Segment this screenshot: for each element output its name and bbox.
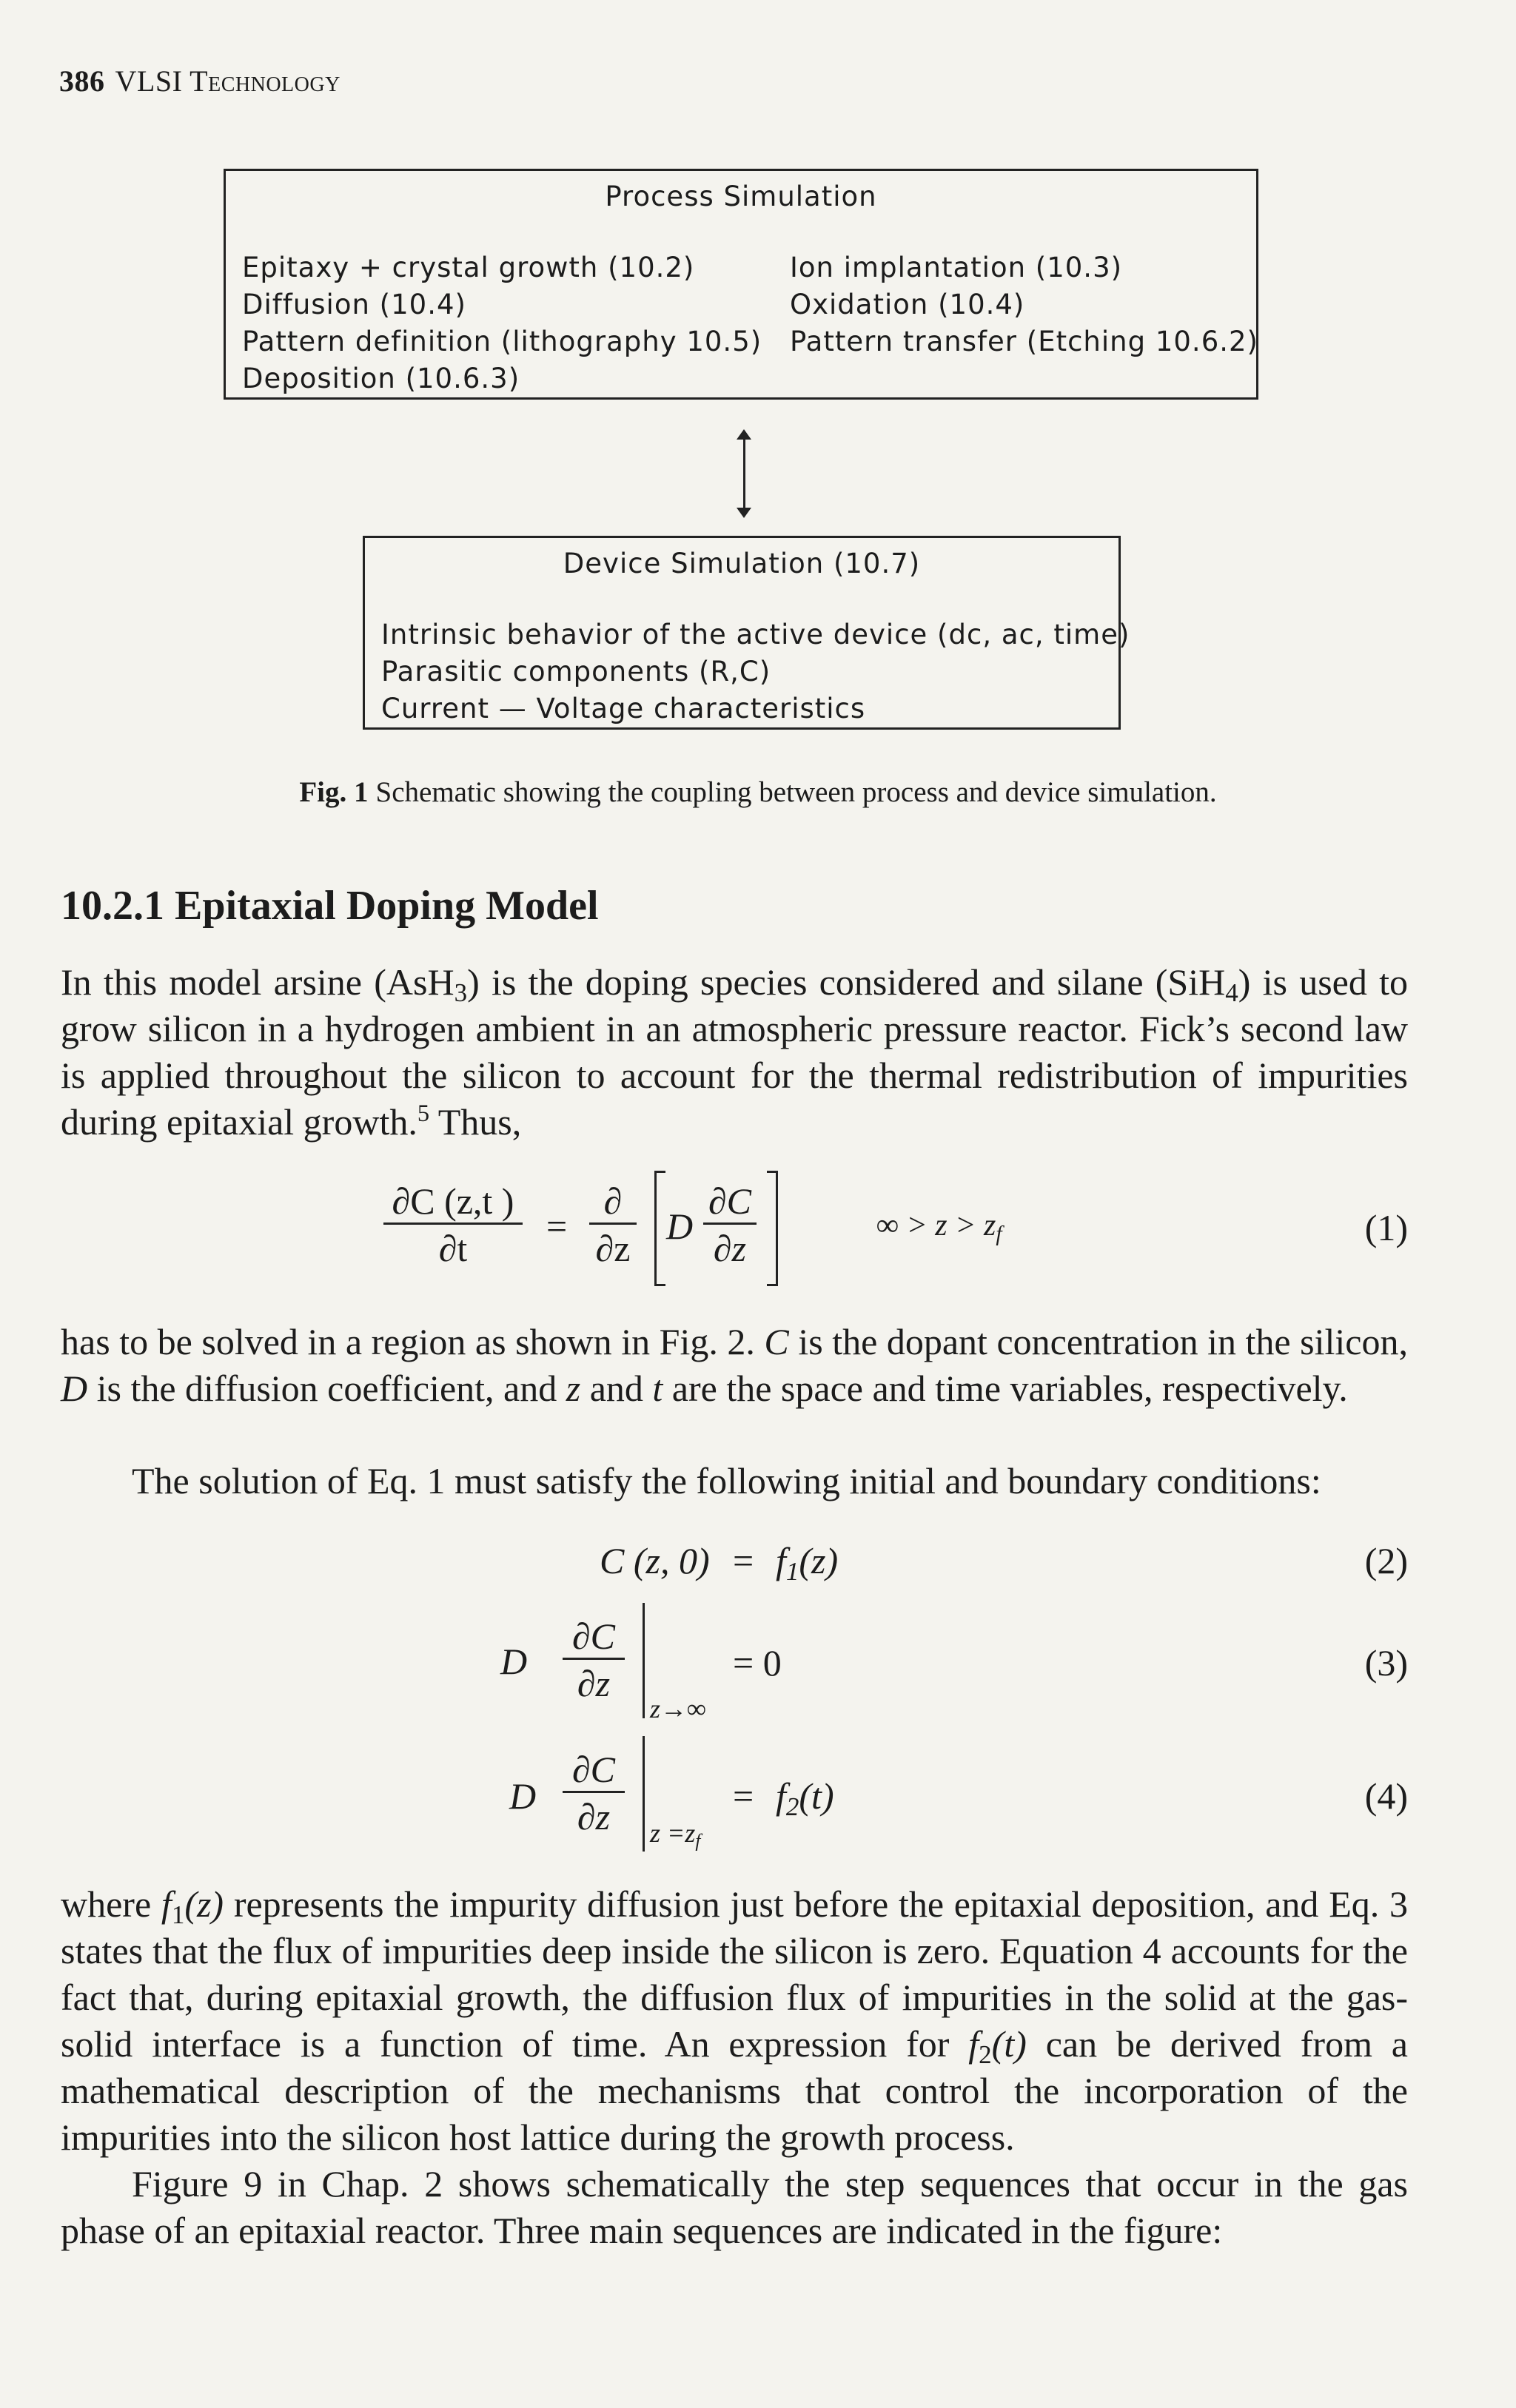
math-var: f	[968, 2023, 979, 2065]
subscript: 1	[171, 1900, 185, 1929]
process-item: Oxidation (10.4)	[790, 289, 1025, 320]
math-var: D	[61, 1368, 88, 1409]
eq1-inner-fraction	[703, 1180, 757, 1272]
eq2-equals: =	[733, 1540, 754, 1581]
subscript: 4	[1225, 978, 1238, 1007]
text-run: ) is the doping species considered and silane (SiH	[467, 961, 1226, 1003]
paragraph-4	[61, 1881, 1408, 2161]
section-heading: 10.2.1 Epitaxial Doping Model	[61, 883, 599, 929]
evaluation-bar	[643, 1736, 645, 1852]
eq1-op-numerator: ∂	[603, 1180, 623, 1222]
process-item: Pattern definition (lithography 10.5)	[242, 326, 762, 357]
eq4-eval	[650, 1817, 701, 1852]
device-item: Parasitic components (R,C)	[381, 656, 771, 687]
running-head	[59, 64, 341, 98]
eq1-condition-text: ∞ > z > z	[876, 1208, 996, 1242]
process-box-title: Process Simulation	[605, 181, 877, 212]
text-run: has to be solved in a region as shown in Fig. 2.	[61, 1321, 765, 1362]
math-var: t	[652, 1368, 663, 1409]
subscript: 2	[785, 1792, 799, 1821]
running-title: VLSI Technology	[115, 64, 341, 98]
eq4-number: (4)	[1364, 1775, 1408, 1817]
math-var: (z)	[184, 1883, 224, 1925]
evaluation-bar	[643, 1603, 645, 1718]
function-arg: (t)	[799, 1775, 834, 1817]
math-var: z	[566, 1368, 581, 1409]
eq1-number: (1)	[1364, 1207, 1408, 1248]
eq4-equals: =	[733, 1775, 754, 1817]
eq3-number: (3)	[1364, 1642, 1408, 1684]
paragraph-2	[61, 1319, 1408, 1412]
math-var: f	[161, 1883, 172, 1925]
eq3-fraction	[563, 1615, 625, 1707]
function-name: f	[776, 1775, 786, 1817]
footnote-ref: 5	[417, 1100, 430, 1128]
text-run: are the space and time variables, respectively.	[663, 1368, 1348, 1409]
paragraph-3: The solution of Eq. 1 must satisfy the following initial and boundary conditions:	[132, 1460, 1321, 1501]
text-run: can be derived from a mathematical description of the mechanisms that control the incorporation of the impurities into the silicon host lattice during the growth process.	[61, 2023, 1409, 2158]
process-item: Ion implantation (10.3)	[790, 252, 1123, 283]
process-item: Diffusion (10.4)	[242, 289, 466, 320]
subscript: 3	[454, 978, 468, 1007]
eq1-lhs-denominator: ∂t	[438, 1228, 468, 1269]
eq1-operator-fraction	[589, 1180, 637, 1272]
eq4-eval-text: z =z	[650, 1818, 696, 1848]
eq3-denominator: ∂z	[577, 1663, 611, 1704]
device-item: Intrinsic behavior of the active device (dc, ac, time)	[381, 619, 1130, 650]
subscript: f	[695, 1831, 701, 1852]
eq4-rhs	[776, 1775, 834, 1821]
process-item: Epitaxy + crystal growth (10.2)	[242, 252, 695, 283]
math-var: (t)	[991, 2023, 1027, 2065]
device-simulation-box	[363, 536, 1130, 730]
eq3-rhs: = 0	[733, 1642, 782, 1684]
paragraph-5: Figure 9 in Chap. 2 shows schematically the step sequences that occur in the gas phase of an epitaxial reactor. Three main sequences are indicated in the figure:	[61, 2163, 1408, 2251]
text-run: is the diffusion coefficient, and	[87, 1368, 566, 1409]
eq1-condition	[876, 1208, 1002, 1246]
figure-caption	[0, 776, 1516, 809]
page-number: 386	[59, 64, 105, 98]
eq2-rhs	[776, 1539, 839, 1586]
function-arg: (z)	[799, 1540, 839, 1581]
eq4-fraction	[563, 1748, 625, 1840]
eq3-D: D	[500, 1641, 528, 1682]
device-box-title: Device Simulation (10.7)	[563, 548, 921, 579]
left-bracket	[654, 1171, 665, 1286]
subscript: f	[996, 1222, 1002, 1246]
text-run: ) is used to grow silicon in a hydrogen ambient in an atmospheric pressure reactor. Fick’s second law is applied throughout the silicon to account for the thermal redistribution of impurities during epitaxial growth.	[61, 961, 1409, 1143]
eq2-number: (2)	[1364, 1540, 1408, 1581]
text-run: and	[580, 1368, 653, 1409]
process-item: Pattern transfer (Etching 10.6.2)	[790, 326, 1258, 357]
eq1-inner-denominator: ∂z	[713, 1228, 747, 1269]
text-run: represents the impurity diffusion just before the epitaxial deposition, and Eq. 3 states that the flux of impurities deep inside the silicon is zero. Equation 4 accounts for the fact that, during epitaxial growth, the diffusion flux of impurities in the solid at the gas-solid interface is a function of time. An expression for	[61, 1883, 1408, 2065]
text-run: Thus,	[429, 1101, 522, 1143]
eq1-op-denominator: ∂z	[595, 1228, 631, 1269]
paragraph-1	[61, 959, 1408, 1146]
math-var: C	[764, 1321, 789, 1362]
eq1-lhs-fraction	[383, 1180, 523, 1272]
eq4-D: D	[509, 1775, 537, 1817]
caption-label: Fig. 1	[299, 776, 369, 808]
eq1-D: D	[666, 1205, 694, 1247]
text-run: where	[61, 1883, 161, 1925]
device-item: Current — Voltage characteristics	[381, 693, 866, 724]
eq1-lhs-numerator: ∂C (z,t )	[392, 1180, 514, 1222]
eq1-inner-numerator: ∂C	[708, 1180, 752, 1222]
right-bracket	[767, 1171, 778, 1286]
eq3-numerator: ∂C	[571, 1615, 616, 1657]
caption-text: Schematic showing the coupling between process and device simulation.	[375, 776, 1217, 808]
eq4-numerator: ∂C	[571, 1749, 616, 1790]
eq3-eval: z→∞	[650, 1694, 706, 1723]
process-item: Deposition (10.6.3)	[242, 363, 520, 394]
eq1-equals: =	[546, 1205, 568, 1247]
text-run: is the dopant concentration in the silicon,	[788, 1321, 1408, 1362]
text-run: In this model arsine (AsH	[61, 961, 455, 1003]
subscript: 1	[785, 1556, 799, 1586]
eq2-lhs: C (z, 0)	[600, 1540, 710, 1581]
eq4-denominator: ∂z	[577, 1796, 611, 1837]
double-arrow-shaft	[743, 437, 745, 511]
double-arrow-down-icon	[737, 508, 751, 518]
process-simulation-box	[224, 169, 1258, 400]
function-name: f	[776, 1540, 786, 1581]
subscript: 2	[979, 2039, 992, 2069]
